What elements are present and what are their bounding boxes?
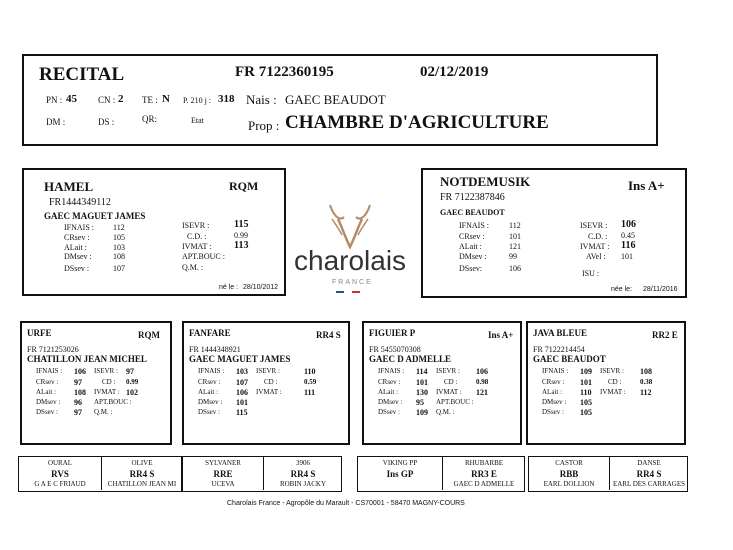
- grandparent-stat-label: DMsev :: [36, 398, 61, 406]
- dam-id: FR 7122387846: [440, 192, 505, 203]
- dam-isevr: 106: [621, 219, 636, 230]
- sire-dssev: 107: [113, 264, 125, 273]
- great-grandparent-box: [18, 456, 182, 492]
- grandparent-id: FR 7122214454: [533, 345, 585, 354]
- dam-born-label: née le:: [611, 286, 633, 293]
- gg-right-owner: EARL DES CARRAGES: [612, 480, 686, 488]
- sire-dmsev-label: DMsev :: [64, 252, 92, 261]
- grandparent-stat-value: 105: [580, 398, 592, 407]
- grandparent-index-label: Q.M. :: [436, 408, 455, 416]
- prop-value: CHAMBRE D'AGRICULTURE: [285, 112, 549, 133]
- gg-left-code: RRE: [213, 469, 233, 479]
- grandparent-box: [526, 321, 686, 445]
- grandparent-stat-value: 106: [74, 367, 86, 376]
- dam-ivmat: 116: [621, 240, 636, 251]
- dam-box: [421, 168, 687, 298]
- great-grandparent-box: [182, 456, 342, 492]
- p210-value: 318: [218, 93, 235, 105]
- sire-ivmat-label: IVMAT :: [182, 242, 212, 251]
- grandparent-badge: Ins A+: [488, 330, 514, 340]
- grandparent-name: FIGUIER P: [369, 328, 416, 338]
- grandparent-badge: RR2 E: [652, 330, 678, 340]
- grandparent-stat-label: ALait :: [36, 388, 57, 396]
- animal-id: FR 7122360195: [235, 64, 334, 80]
- gg-left-name: CASTOR: [555, 459, 583, 467]
- dam-dmsev-label: DMsev :: [459, 252, 487, 261]
- charolais-logo: [292, 195, 408, 295]
- gg-right-name: RHUBARBE: [464, 459, 504, 467]
- pn-value: 45: [66, 93, 77, 105]
- dam-name: NOTDEMUSIK: [440, 174, 531, 189]
- grandparent-badge: RQM: [138, 330, 160, 340]
- gg-left-name: SYLVANER: [205, 459, 241, 467]
- gg-left-name: VIKING PP: [382, 459, 418, 467]
- grandparent-stat-value: 115: [236, 408, 248, 417]
- grandparent-stat-label: IFNAIS :: [378, 367, 405, 375]
- dam-crsev-label: CRsev :: [459, 232, 485, 241]
- dam-isevr-label: ISEVR :: [580, 221, 608, 230]
- gg-right-owner: ROBIN JACKY: [279, 480, 327, 488]
- grandparent-stat-value: 96: [74, 398, 82, 407]
- te-value: N: [162, 93, 170, 105]
- grandparent-id: FR 7121253026: [27, 345, 79, 354]
- dam-ivmat-label: IVMAT :: [580, 242, 610, 251]
- animal-name: RECITAL: [39, 64, 125, 85]
- gg-right-code: RR4 S: [129, 469, 155, 479]
- grandparent-box: [362, 321, 522, 445]
- prop-label: Prop :: [248, 118, 280, 133]
- grandparent-index-value: 112: [640, 388, 652, 397]
- grandparent-stat-value: 97: [74, 408, 82, 417]
- grandparent-stat-label: ALait :: [542, 388, 563, 396]
- cn-label: CN :: [98, 95, 116, 105]
- dam-dmsev: 99: [509, 252, 517, 261]
- dm-label: DM :: [46, 117, 66, 127]
- grandparent-stat-value: 95: [416, 398, 424, 407]
- dam-badge: Ins A+: [628, 178, 665, 193]
- great-grandparent-box: [357, 456, 525, 492]
- grandparent-index-value: 0.38: [640, 378, 653, 386]
- grandparent-index-label: IVMAT :: [256, 388, 282, 396]
- grandparent-index-label: IVMAT :: [436, 388, 462, 396]
- footer-address: Charolais France - Agropôle du Marault - CS70001 - 58470 MAGNY-COURS: [227, 500, 465, 507]
- sire-alait: 103: [113, 243, 125, 252]
- gg-right-name: 3906: [296, 459, 310, 467]
- grandparent-stat-value: 108: [74, 388, 86, 397]
- dam-cd-label: C.D. :: [588, 232, 608, 241]
- gg-right-name: DANSE: [637, 459, 661, 467]
- grandparent-index-label: IVMAT :: [600, 388, 626, 396]
- dam-isu-label: ISU :: [582, 269, 600, 278]
- nais-label: Nais :: [246, 92, 277, 107]
- dam-alait: 121: [509, 242, 521, 251]
- grandparent-index-value: 108: [640, 367, 652, 376]
- dam-cd: 0.45: [621, 231, 635, 240]
- dam-breeder: GAEC BEAUDOT: [440, 208, 505, 217]
- header-box: [22, 54, 658, 146]
- dam-dssev-label: DSsev:: [459, 264, 483, 273]
- grandparent-index-value: 110: [304, 367, 316, 376]
- gg-left-owner: EARL DOLLION: [543, 480, 595, 488]
- nais-value: GAEC BEAUDOT: [285, 92, 386, 107]
- gg-left-owner: UCEVA: [211, 480, 235, 488]
- grandparent-stat-value: 109: [416, 408, 428, 417]
- grandparent-stat-value: 97: [74, 378, 82, 387]
- grandparent-index-value: 97: [126, 367, 134, 376]
- grandparent-stat-label: IFNAIS :: [198, 367, 225, 375]
- grandparent-box: [182, 321, 350, 445]
- grandparent-index-label: APT.BOUC :: [94, 398, 132, 406]
- grandparent-box: [20, 321, 172, 445]
- sire-badge: RQM: [229, 179, 259, 193]
- grandparent-index-label: ISEVR :: [94, 367, 118, 375]
- grandparent-stat-label: DSsev :: [378, 408, 400, 416]
- sire-cd: 0.99: [234, 231, 248, 240]
- sire-ifnais: 112: [113, 223, 125, 232]
- grandparent-name: FANFARE: [189, 328, 231, 338]
- grandparent-stat-label: DMsev :: [542, 398, 567, 406]
- sire-box: [22, 168, 286, 296]
- gg-left-code: RVS: [51, 469, 69, 479]
- grandparent-stat-value: 114: [416, 367, 428, 376]
- grandparent-id: FR 1444348921: [189, 345, 241, 354]
- sire-name: HAMEL: [44, 179, 94, 194]
- dam-alait-label: ALait :: [459, 242, 482, 251]
- grandparent-stat-label: CRsev :: [36, 378, 59, 386]
- grandparent-stat-label: IFNAIS :: [542, 367, 569, 375]
- grandparent-index-label: IVMAT :: [94, 388, 120, 396]
- grandparent-index-value: 121: [476, 388, 488, 397]
- grandparent-index-label: CD :: [608, 378, 622, 386]
- sire-isevr: 115: [234, 219, 249, 230]
- dam-dssev: 106: [509, 264, 521, 273]
- grandparent-stat-value: 106: [236, 388, 248, 397]
- gg-right-owner: CHATILLON JEAN MI: [107, 480, 177, 488]
- gg-right-owner: GAEC D ADMELLE: [453, 480, 515, 488]
- grandparent-index-label: CD :: [102, 378, 116, 386]
- grandparent-stat-label: CRsev :: [378, 378, 401, 386]
- grandparent-stat-label: DSsev :: [36, 408, 58, 416]
- sire-dmsev: 108: [113, 252, 125, 261]
- grandparent-index-value: 0.98: [476, 378, 489, 386]
- sire-cd-label: C.D. :: [187, 232, 207, 241]
- sire-breeder: GAEC MAGUET JAMES: [44, 211, 146, 221]
- gg-right-name: OLIVE: [131, 459, 153, 467]
- grandparent-badge: RR4 S: [316, 330, 341, 340]
- dam-ifnais-label: IFNAIS :: [459, 221, 490, 230]
- report-date: 02/12/2019: [420, 64, 489, 80]
- p210-label: P. 210 j :: [183, 96, 212, 105]
- grandparent-id: FR 5455070308: [369, 345, 421, 354]
- gg-right-code: RR4 S: [636, 469, 662, 479]
- grandparent-stat-label: CRsev :: [542, 378, 565, 386]
- grandparent-stat-value: 105: [580, 408, 592, 417]
- gg-right-code: RR4 S: [290, 469, 316, 479]
- grandparent-index-label: ISEVR :: [256, 367, 280, 375]
- grandparent-stat-value: 130: [416, 388, 428, 397]
- grandparent-index-value: 102: [126, 388, 138, 397]
- grandparent-stat-label: IFNAIS :: [36, 367, 63, 375]
- grandparent-index-label: ISEVR :: [436, 367, 460, 375]
- gg-left-code: Ins GP: [386, 469, 414, 479]
- sire-born-date: 28/10/2012: [243, 284, 279, 291]
- gg-left-owner: G A E C FRIAUD: [34, 480, 86, 488]
- grandparent-stat-value: 103: [236, 367, 248, 376]
- grandparent-stat-label: CRsev :: [198, 378, 221, 386]
- pn-label: PN :: [46, 95, 63, 105]
- etat-label: Etat: [191, 116, 204, 125]
- grandparent-breeder: CHATILLON JEAN MICHEL: [27, 354, 147, 364]
- grandparent-index-value: 0.59: [304, 378, 317, 386]
- dam-avel-label: AVel :: [586, 252, 606, 261]
- ds-label: DS :: [98, 117, 115, 127]
- grandparent-name: URFE: [27, 328, 52, 338]
- grandparent-index-label: ISEVR :: [600, 367, 624, 375]
- sire-alait-label: ALait :: [64, 243, 87, 252]
- grandparent-index-label: CD :: [264, 378, 278, 386]
- dam-born-date: 28/11/2016: [643, 286, 678, 293]
- sire-born-label: né le :: [219, 284, 239, 291]
- great-grandparent-box: [528, 456, 688, 492]
- grandparent-stat-label: DMsev :: [198, 398, 223, 406]
- grandparent-name: JAVA BLEUE: [533, 328, 587, 338]
- grandparent-stat-value: 101: [236, 398, 248, 407]
- sire-ivmat: 113: [234, 240, 249, 251]
- grandparent-index-value: 106: [476, 367, 488, 376]
- te-label: TE :: [142, 95, 158, 105]
- sire-ifnais-label: IFNAIS :: [64, 223, 95, 232]
- grandparent-stat-label: DMsev :: [378, 398, 403, 406]
- grandparent-index-value: 0.99: [126, 378, 139, 386]
- gg-right-code: RR3 E: [471, 469, 497, 479]
- grandparent-index-label: APT.BOUC :: [436, 398, 474, 406]
- grandparent-stat-value: 109: [580, 367, 592, 376]
- grandparent-stat-label: DSsev :: [542, 408, 564, 416]
- grandparent-stat-value: 110: [580, 388, 592, 397]
- grandparent-stat-label: ALait :: [198, 388, 219, 396]
- logo-subtext: FRANCE: [332, 279, 373, 286]
- dam-ifnais: 112: [509, 221, 521, 230]
- sire-isevr-label: ISEVR :: [182, 221, 210, 230]
- qr-label: QR:: [142, 114, 158, 124]
- dam-avel: 101: [621, 252, 633, 261]
- sire-id: FR1444349112: [49, 197, 111, 208]
- grandparent-stat-value: 107: [236, 378, 248, 387]
- grandparent-index-label: CD :: [444, 378, 458, 386]
- grandparent-stat-value: 101: [416, 378, 428, 387]
- grandparent-stat-value: 101: [580, 378, 592, 387]
- gg-left-code: RBB: [559, 469, 579, 479]
- sire-aptbouc-label: APT.BOUC :: [182, 252, 225, 261]
- dam-crsev: 101: [509, 232, 521, 241]
- grandparent-stat-label: DSsev :: [198, 408, 220, 416]
- sire-crsev-label: CRsev :: [64, 233, 90, 242]
- sire-qm-label: Q.M. :: [182, 263, 204, 272]
- grandparent-breeder: GAEC BEAUDOT: [533, 354, 606, 364]
- logo-text: charolais: [294, 245, 407, 276]
- grandparent-stat-label: ALait :: [378, 388, 399, 396]
- grandparent-breeder: GAEC MAGUET JAMES: [189, 354, 291, 364]
- sire-crsev: 105: [113, 233, 125, 242]
- grandparent-index-label: Q.M. :: [94, 408, 113, 416]
- sire-dssev-label: DSsev :: [64, 264, 90, 273]
- gg-left-name: OURAL: [47, 459, 73, 467]
- cn-value: 2: [118, 93, 124, 105]
- grandparent-index-value: 111: [304, 388, 316, 397]
- flag-stripe: [336, 291, 360, 293]
- grandparent-breeder: GAEC D ADMELLE: [369, 354, 452, 364]
